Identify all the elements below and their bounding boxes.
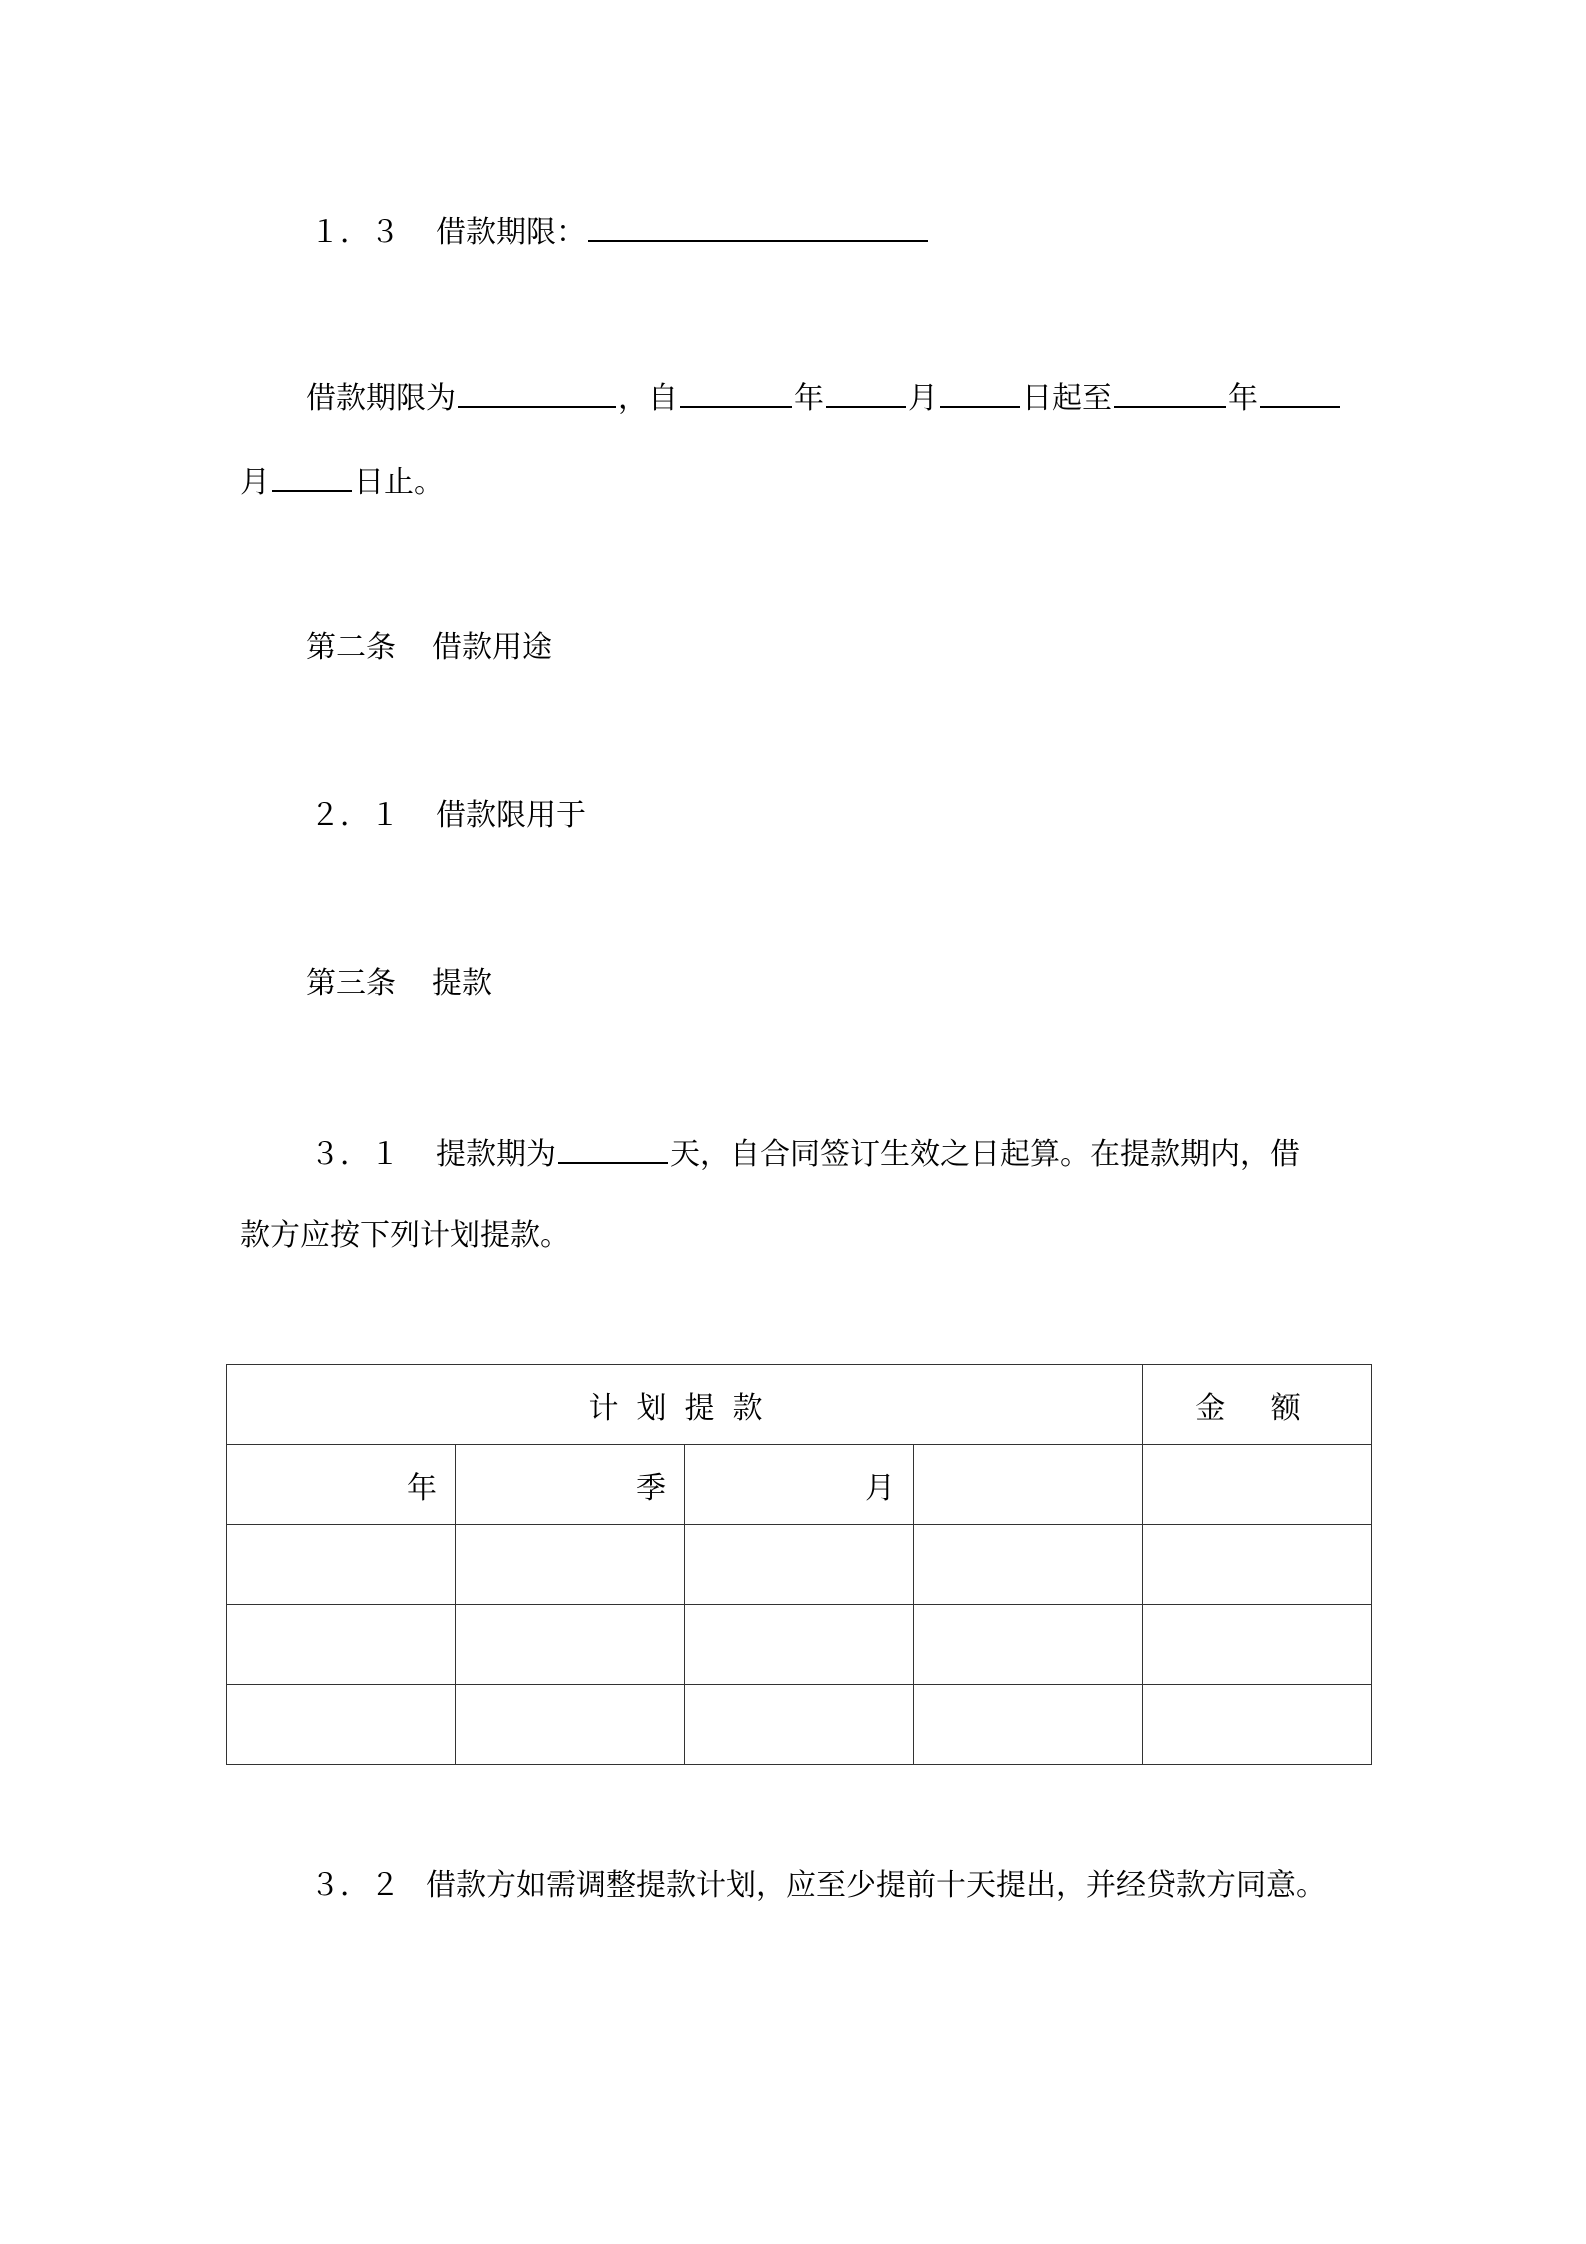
table-cell xyxy=(685,1605,914,1685)
blank-end-day xyxy=(272,460,352,492)
blank-start-month xyxy=(826,376,906,408)
article-number: 第二条 xyxy=(306,630,396,665)
table-cell xyxy=(685,1525,914,1605)
clause-text: 借款限用于 xyxy=(436,798,586,833)
article-2-heading xyxy=(306,628,552,668)
header-plan: 计划提款 xyxy=(227,1365,1143,1445)
clause-number: ３．１ xyxy=(310,1137,400,1172)
table-cell xyxy=(227,1605,456,1685)
term-text: 年 xyxy=(1228,381,1258,416)
blank-end-month xyxy=(1260,376,1340,408)
table-cell xyxy=(456,1605,685,1685)
table-cell xyxy=(227,1685,456,1765)
table-cell xyxy=(1143,1525,1372,1605)
term-text: 年 xyxy=(794,381,824,416)
table-cell xyxy=(456,1685,685,1765)
article-3-heading xyxy=(306,964,492,1004)
term-sentence-line2 xyxy=(240,460,444,503)
clause-text: 提款期为 xyxy=(436,1137,556,1172)
clause-text: 天，自合同签订生效之日起算。在提款期内，借 xyxy=(670,1137,1300,1172)
subheader-year: 年 xyxy=(227,1445,456,1525)
table-subheader-row xyxy=(227,1445,1372,1525)
table-cell xyxy=(914,1445,1143,1525)
term-text: 月 xyxy=(240,465,270,500)
table-row xyxy=(227,1525,1372,1605)
header-amount: 金 额 xyxy=(1143,1365,1372,1445)
term-text: ，自 xyxy=(618,381,678,416)
clause-text: 借款方如需调整提款计划，应至少提前十天提出，并经贷款方同意。 xyxy=(426,1868,1326,1903)
blank-end-year xyxy=(1114,376,1226,408)
subheader-month: 月 xyxy=(685,1445,914,1525)
clause-2-1 xyxy=(310,796,586,836)
term-text: 日止。 xyxy=(354,465,444,500)
term-text: 借款期限为 xyxy=(306,381,456,416)
clause-3-1-line1 xyxy=(310,1132,1300,1175)
blank-start-day xyxy=(940,376,1020,408)
clause-title: 借款期限： xyxy=(436,215,586,250)
term-sentence-line1 xyxy=(306,376,1342,419)
clause-number: ２．１ xyxy=(310,798,400,833)
clause-1-3 xyxy=(310,210,930,253)
table-cell xyxy=(456,1525,685,1605)
blank-withdrawal-days xyxy=(558,1132,668,1164)
table-cell xyxy=(685,1685,914,1765)
table-cell xyxy=(1143,1685,1372,1765)
clause-3-2 xyxy=(310,1866,1326,1906)
clause-number: ３．２ xyxy=(310,1868,400,1903)
table-cell xyxy=(1143,1605,1372,1685)
term-text: 日起至 xyxy=(1022,381,1112,416)
clause-number: １．３ xyxy=(310,215,400,250)
table-cell xyxy=(914,1685,1143,1765)
table-cell xyxy=(914,1605,1143,1685)
table-cell xyxy=(914,1525,1143,1605)
article-number: 第三条 xyxy=(306,966,396,1001)
table-row xyxy=(227,1685,1372,1765)
clause-3-1-line2 xyxy=(240,1216,570,1256)
article-title: 提款 xyxy=(432,966,492,1001)
table-row xyxy=(227,1605,1372,1685)
blank-start-year xyxy=(680,376,792,408)
table-cell xyxy=(1143,1445,1372,1525)
table-header-row xyxy=(227,1365,1372,1445)
term-text: 月 xyxy=(908,381,938,416)
blank-term xyxy=(588,210,928,242)
table-cell xyxy=(227,1525,456,1605)
withdrawal-plan-table xyxy=(226,1364,1372,1765)
blank-term-length xyxy=(458,376,616,408)
subheader-season: 季 xyxy=(456,1445,685,1525)
clause-text: 款方应按下列计划提款。 xyxy=(240,1218,570,1253)
article-title: 借款用途 xyxy=(432,630,552,665)
